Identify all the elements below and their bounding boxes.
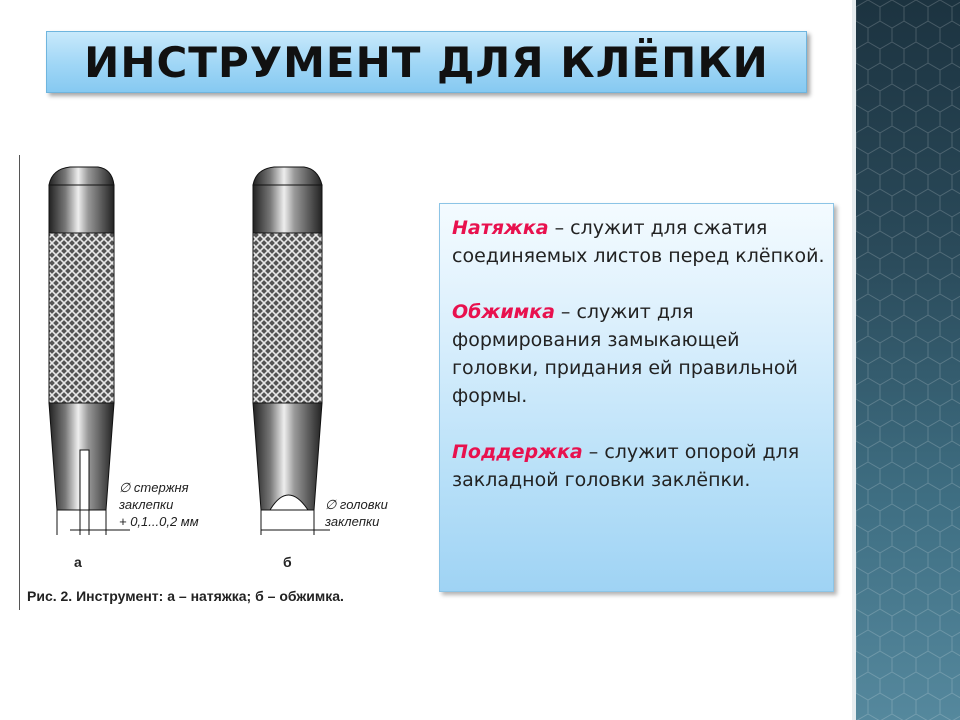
- definitions-box: [439, 203, 834, 592]
- definition-item: [452, 438, 827, 494]
- figure-label-b: б: [283, 554, 292, 570]
- note-a: [119, 479, 199, 530]
- tool-drawing: [20, 155, 412, 610]
- note-b-line2: заклепки: [325, 514, 380, 529]
- note-a-line1: ∅ стержня: [119, 480, 189, 495]
- figure-caption: Рис. 2. Инструмент: а – натяжка; б – обжимка.: [27, 588, 344, 604]
- definition-text: – служит опорой для закладной головки заклёпки.: [452, 441, 800, 491]
- page-title: ИНСТРУМЕНТ ДЛЯ КЛЁПКИ: [84, 38, 769, 87]
- tool-a: [49, 167, 130, 535]
- note-b: [325, 496, 388, 530]
- figure-label-a: а: [74, 554, 82, 570]
- note-b-line1: ∅ головки: [325, 497, 388, 512]
- definitions-list: [452, 214, 827, 522]
- tool-figure: [19, 155, 412, 610]
- definition-text: – служит для сжатия соединяемых листов перед клёпкой.: [452, 217, 825, 267]
- hex-pattern: [856, 0, 960, 720]
- definition-item: [452, 298, 827, 410]
- note-a-line3: + 0,1...0,2 мм: [119, 514, 199, 529]
- definition-text: – служит для формирования замыкающей головки, придания ей правильной формы.: [452, 301, 798, 407]
- definition-term: Поддержка: [452, 441, 583, 463]
- definition-term: Натяжка: [452, 217, 549, 239]
- definition-item: [452, 214, 827, 270]
- tool-b: [253, 167, 330, 535]
- title-box: [46, 31, 807, 93]
- definition-term: Обжимка: [452, 301, 555, 323]
- note-a-line2: заклепки: [119, 497, 174, 512]
